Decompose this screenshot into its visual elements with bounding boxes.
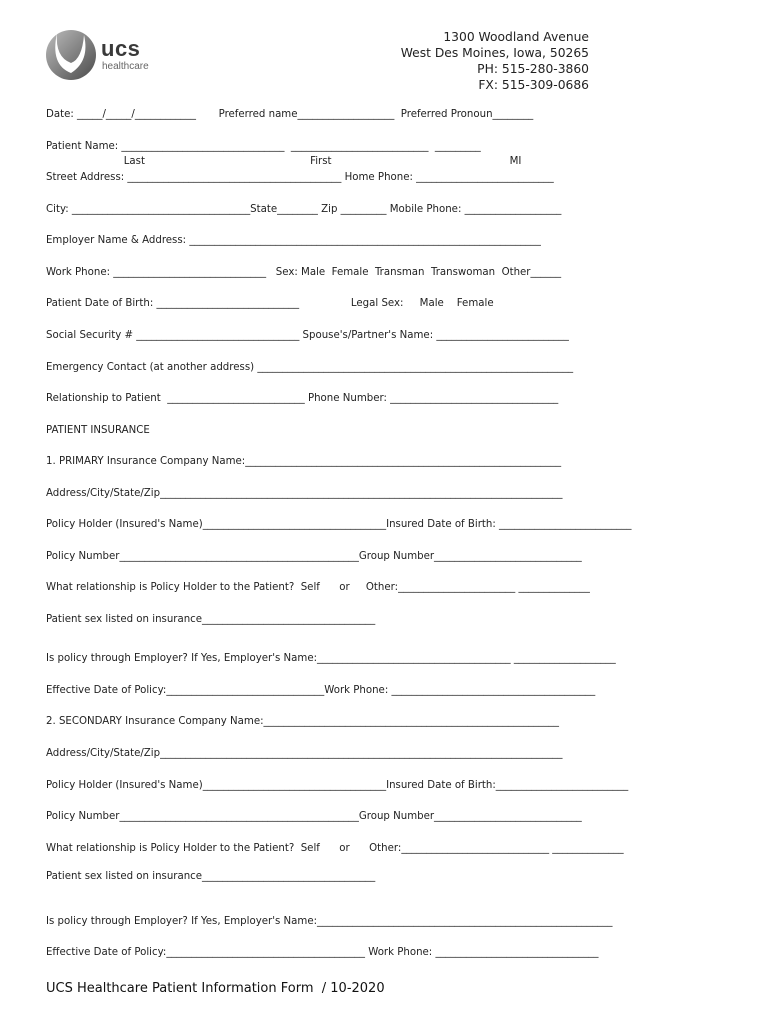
- logo-subtitle: healthcare: [102, 61, 149, 72]
- primary-company-line[interactable]: 1. PRIMARY Insurance Company Name:______________________________________________________________: [46, 456, 562, 467]
- patient-name-line[interactable]: Patient Name: ________________________________ ___________________________ _________: [46, 141, 481, 152]
- date-of-birth-line[interactable]: Patient Date of Birth: ____________________________ Legal Sex: Male Female: [46, 298, 494, 309]
- street-address-line[interactable]: Street Address: __________________________________________ Home Phone: ___________________________: [46, 172, 554, 183]
- primary-sex-line[interactable]: Patient sex listed on insurance__________________________________: [46, 614, 376, 625]
- primary-policy-line[interactable]: Policy Number_______________________________________________Group Number_____________________________: [46, 551, 582, 562]
- relationship-phone-line[interactable]: Relationship to Patient ___________________________ Phone Number: _________________________________: [46, 393, 559, 404]
- logo-name: ucs: [101, 36, 141, 61]
- work-phone-sex-line[interactable]: Work Phone: ______________________________ Sex: Male Female Transman Transwoman Other______: [46, 267, 562, 278]
- secondary-address-line[interactable]: Address/City/State/Zip_______________________________________________________________________________: [46, 748, 563, 759]
- primary-effective-line[interactable]: Effective Date of Policy:_______________________________Work Phone: ________________________________________: [46, 685, 596, 696]
- secondary-company-line[interactable]: 2. SECONDARY Insurance Company Name:__________________________________________________________: [46, 716, 559, 727]
- insurance-heading: PATIENT INSURANCE: [46, 425, 150, 436]
- address-city: West Des Moines, Iowa, 50265: [400, 46, 589, 60]
- secondary-employer-line[interactable]: Is policy through Employer? If Yes, Employer's Name:__________________________________________________________: [46, 916, 613, 927]
- clinic-address: [401, 29, 589, 93]
- primary-address-line[interactable]: Address/City/State/Zip_______________________________________________________________________________: [46, 488, 563, 499]
- form-footer: UCS Healthcare Patient Information Form / 10-2020: [46, 981, 385, 996]
- patient-name-sublabels: Last First MI: [46, 156, 522, 167]
- city-state-zip-line[interactable]: City: ___________________________________State________ Zip _________ Mobile Phone: ___________________: [46, 204, 562, 215]
- primary-employer-line[interactable]: Is policy through Employer? If Yes, Employer's Name:______________________________________ ____________________: [46, 653, 616, 664]
- ssn-spouse-line[interactable]: Social Security # ________________________________ Spouse's/Partner's Name: __________________________: [46, 330, 569, 341]
- secondary-relation-line[interactable]: What relationship is Policy Holder to the Patient? Self or Other:_____________________________ ______________: [46, 843, 624, 854]
- secondary-policy-line[interactable]: Policy Number_______________________________________________Group Number_____________________________: [46, 811, 582, 822]
- secondary-effective-line[interactable]: Effective Date of Policy:_______________________________________ Work Phone: ________________________________: [46, 947, 599, 958]
- emergency-contact-line[interactable]: Emergency Contact (at another address) ______________________________________________________________: [46, 362, 574, 373]
- primary-holder-line[interactable]: Policy Holder (Insured's Name)____________________________________Insured Date of Birth: __________________________: [46, 519, 632, 530]
- primary-relation-line[interactable]: What relationship is Policy Holder to the Patient? Self or Other:_______________________ ______________: [46, 582, 590, 593]
- date-preferred-name-line[interactable]: Date: _____/_____/____________ Preferred name___________________ Preferred Pronoun________: [46, 109, 534, 120]
- address-phone: PH: 515-280-3860: [477, 62, 589, 76]
- secondary-holder-line[interactable]: Policy Holder (Insured's Name)____________________________________Insured Date of Birth:__________________________: [46, 780, 629, 791]
- employer-line[interactable]: Employer Name & Address: _____________________________________________________________________: [46, 235, 541, 246]
- address-street: 1300 Woodland Avenue: [443, 30, 589, 44]
- secondary-sex-line[interactable]: Patient sex listed on insurance__________________________________: [46, 871, 376, 882]
- address-fax: FX: 515-309-0686: [478, 78, 589, 92]
